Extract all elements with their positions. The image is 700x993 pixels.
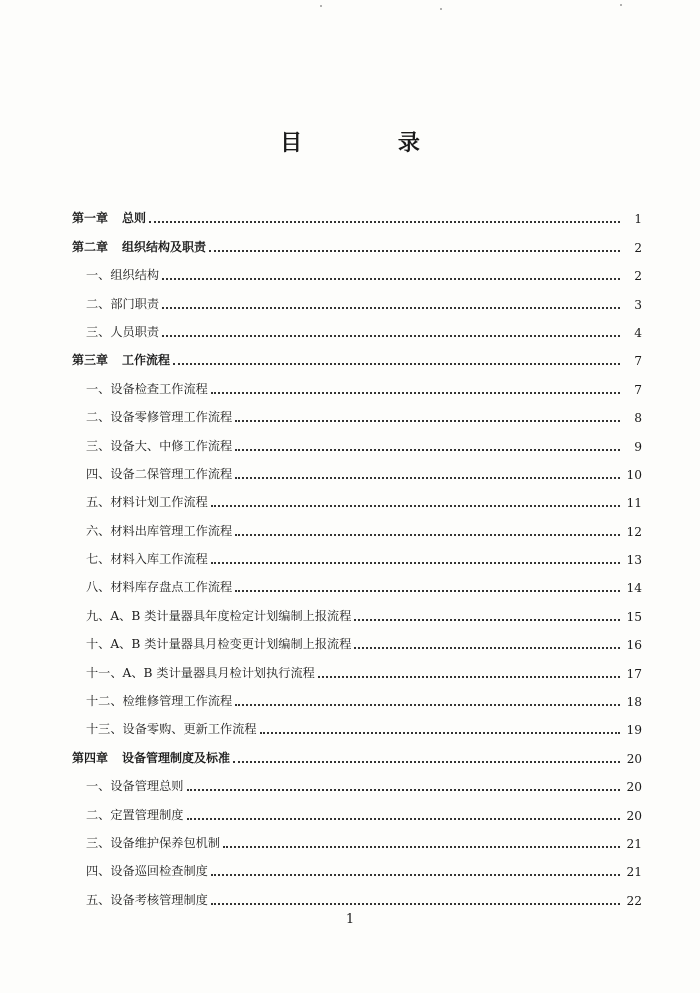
dot-leader [235,533,620,536]
toc-page-number: 10 [626,467,642,482]
dot-leader [354,646,620,649]
toc-page-number: 2 [634,269,642,284]
toc-page-number: 17 [626,666,642,681]
toc-section-entry[interactable] [72,601,642,629]
toc-section-label: 十三、设备零购、更新工作流程 [86,722,257,737]
toc-section-entry[interactable] [72,289,642,317]
dot-leader [235,448,620,451]
toc-page-number: 15 [626,609,642,624]
toc-page-number: 3 [634,297,642,312]
dot-leader [235,476,620,479]
dot-leader [187,817,621,820]
toc-section-entry[interactable] [72,318,642,346]
toc-section-entry[interactable] [72,545,642,573]
toc-page-number: 20 [626,808,642,823]
toc-section-label: 六、材料出库管理工作流程 [86,523,233,538]
toc-section-label: 五、材料计划工作流程 [86,495,208,510]
toc-page-number: 22 [626,893,642,908]
dot-leader [235,589,620,592]
toc-section-label: 一、组织结构 [86,268,160,283]
dot-leader [211,902,620,905]
toc-chapter-label [72,351,170,374]
toc-section-entry[interactable] [72,885,642,913]
toc-section-label: 十二、检维修管理工作流程 [86,694,233,709]
toc-section-label: 四、设备巡回检查制度 [86,864,208,879]
toc-page-number: 20 [626,751,642,766]
toc-section-entry[interactable] [72,460,642,488]
chapter-title: 组织结构及职责 [122,239,207,254]
dot-leader [162,306,620,309]
toc-page-number: 2 [634,240,642,255]
dot-leader [211,504,620,507]
toc-section-entry[interactable] [72,800,642,828]
toc-chapter-label [72,209,146,232]
toc-section-entry[interactable] [72,829,642,857]
toc-section-entry[interactable] [72,516,642,544]
dot-leader [354,618,620,621]
toc-page-number: 18 [626,695,642,710]
toc-chapter-label [72,749,230,772]
toc-chapter-entry[interactable] [72,346,642,374]
toc-page-number: 20 [626,780,642,795]
dot-leader [233,760,620,763]
toc-section-entry[interactable] [72,687,642,715]
dot-leader [211,391,620,394]
toc-section-entry[interactable] [72,630,642,658]
dot-leader [235,419,620,422]
dot-leader [211,561,620,564]
toc-chapter-entry[interactable] [72,204,642,232]
toc-section-label: 一、设备检查工作流程 [86,381,208,396]
toc-section-entry[interactable] [72,261,642,289]
toc-section-label: 十一、A、B 类计量器具月检计划执行流程 [86,665,315,680]
dot-leader [223,845,620,848]
toc-section-label: 二、定置管理制度 [86,807,184,822]
toc-page-number: 21 [626,865,642,880]
toc-page-number: 7 [634,382,642,397]
toc-section-label: 三、人员职责 [86,324,160,339]
toc-title: 目 录 [280,130,464,156]
chapter-title: 总则 [122,211,147,226]
toc-section-label: 十、A、B 类计量器具月检变更计划编制上报流程 [86,637,352,652]
toc-page-number: 8 [634,411,642,426]
table-of-contents [72,204,642,914]
toc-section-label: 三、设备大、中修工作流程 [86,438,233,453]
toc-section-entry[interactable] [72,772,642,800]
page-number: 1 [345,912,355,927]
toc-page-number: 14 [626,581,642,596]
dot-leader [260,731,620,734]
chapter-number: 第一章 [72,211,109,226]
dot-leader [149,220,620,223]
dot-leader [162,277,620,280]
toc-page-number: 16 [626,638,642,653]
toc-section-label: 二、设备零修管理工作流程 [86,410,233,425]
chapter-number: 第四章 [72,750,109,765]
toc-section-entry[interactable] [72,431,642,459]
toc-section-entry[interactable] [72,403,642,431]
toc-section-entry[interactable] [72,658,642,686]
toc-section-entry[interactable] [72,715,642,743]
toc-page-number: 4 [634,325,642,340]
toc-page-number: 7 [634,354,642,369]
toc-page-number: 19 [626,723,642,738]
toc-section-label: 一、设备管理总则 [86,779,184,794]
dot-leader [173,362,620,365]
dot-leader [318,675,620,678]
toc-chapter-entry[interactable] [72,743,642,771]
toc-chapter-entry[interactable] [72,232,642,260]
toc-page-number: 21 [626,836,642,851]
chapter-number: 第三章 [72,353,109,368]
toc-section-label: 二、部门职责 [86,296,160,311]
toc-section-entry[interactable] [72,573,642,601]
toc-section-entry[interactable] [72,857,642,885]
scan-speck [620,4,622,6]
toc-section-label: 五、设备考核管理制度 [86,892,208,907]
toc-section-label: 四、设备二保管理工作流程 [86,466,233,481]
chapter-number: 第二章 [72,239,109,254]
toc-section-label: 三、设备维护保养包机制 [86,835,221,850]
toc-page-number: 13 [626,553,642,568]
toc-section-label: 八、材料库存盘点工作流程 [86,580,233,595]
toc-page-number: 12 [626,524,642,539]
dot-leader [162,334,620,337]
dot-leader [187,788,621,791]
scan-speck [320,5,322,7]
toc-section-entry[interactable] [72,488,642,516]
dot-leader [209,249,620,252]
toc-page-number: 11 [626,496,642,511]
scan-speck [440,8,442,10]
dot-leader [211,873,620,876]
toc-section-entry[interactable] [72,374,642,402]
toc-section-label: 九、A、B 类计量器具年度检定计划编制上报流程 [86,608,352,623]
dot-leader [235,703,620,706]
toc-page-number: 9 [634,439,642,454]
toc-section-label: 七、材料入库工作流程 [86,552,208,567]
chapter-title: 设备管理制度及标准 [122,750,231,765]
toc-page-number: 1 [634,212,642,227]
chapter-title: 工作流程 [122,353,171,368]
toc-chapter-label [72,238,206,261]
